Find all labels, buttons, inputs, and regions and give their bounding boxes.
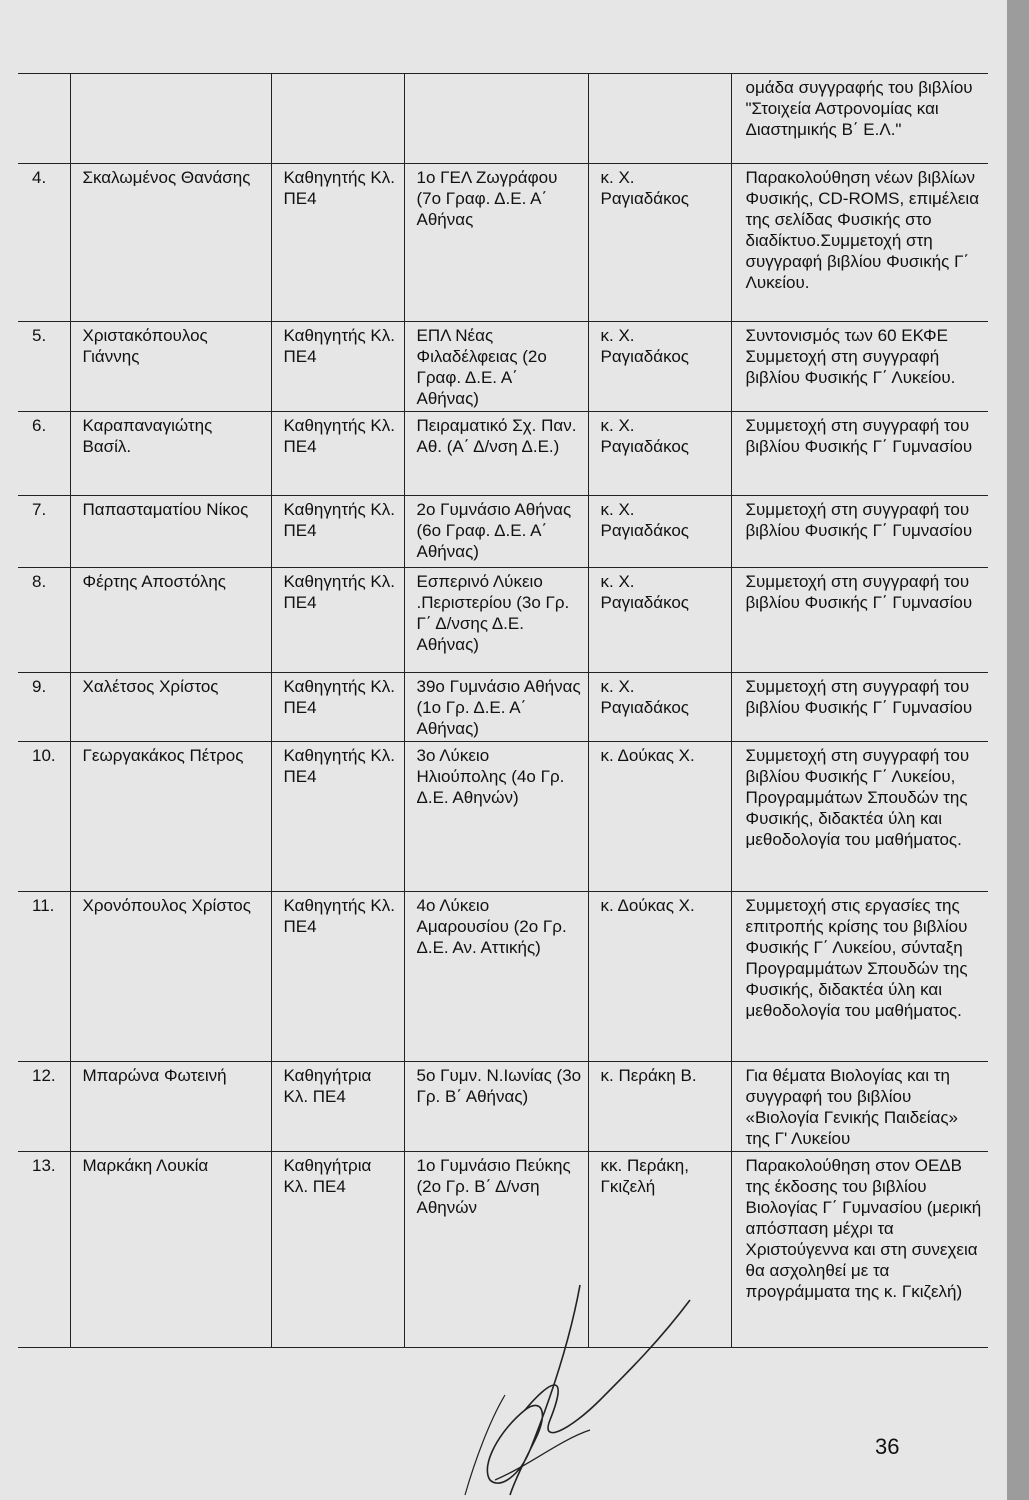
cell-task: Συμμετοχή στη συγγραφή του βιβλίου Φυσικής Γ΄ Γυμνασίου [731,568,988,673]
cell-school: 5ο Γυμν. Ν.Ιωνίας (3ο Γρ. Β΄ Αθήνας) [404,1062,588,1152]
cell-no: 12. [18,1062,70,1152]
cell-task: Συντονισμός των 60 ΕΚΦΕ Συμμετοχή στη συγγραφή βιβλίου Φυσικής Γ΄ Λυκείου. [731,322,988,412]
cell-supervisor: κ. Περάκη Β. [588,1062,731,1152]
cell-specialty: Καθηγητής Κλ. ΠΕ4 [271,496,404,568]
cell-supervisor: κ. Χ. Ραγιαδάκος [588,568,731,673]
cell-task: Για θέματα Βιολογίας και τη συγγραφή του βιβλίου «Βιολογία Γενικής Παιδείας» της Γ' Λυκείου [731,1062,988,1152]
table-row [18,892,988,1062]
cell-school: 39ο Γυμνάσιο Αθήνας (1ο Γρ. Δ.Ε. Α΄ Αθήνας) [404,673,588,742]
cell-school: 1ο Γυμνάσιο Πεύκης (2ο Γρ. Β΄ Δ/νση Αθηνών [404,1152,588,1348]
cell-specialty: Καθηγητής Κλ. ΠΕ4 [271,322,404,412]
cell-task: Συμμετοχή στη συγγραφή του βιβλίου Φυσικής Γ΄ Γυμνασίου [731,412,988,496]
cell-name: Παπασταματίου Νίκος [70,496,271,568]
cell-no: 6. [18,412,70,496]
cell-specialty [271,74,404,164]
cell-supervisor: κ. Χ. Ραγιαδάκος [588,673,731,742]
cell-name: Γεωργακάκος Πέτρος [70,742,271,892]
page-number: 36 [875,1434,900,1459]
cell-name: Φέρτης Αποστόλης [70,568,271,673]
cell-no: 11. [18,892,70,1062]
cell-specialty: Καθηγητής Κλ. ΠΕ4 [271,568,404,673]
cell-supervisor: κ. Δούκας Χ. [588,892,731,1062]
cell-school: ΕΠΛ Νέας Φιλαδέλφειας (2ο Γραφ. Δ.Ε. Α΄ Αθήνας) [404,322,588,412]
cell-no: 4. [18,164,70,322]
cell-name: Χαλέτσος Χρίστος [70,673,271,742]
cell-no: 5. [18,322,70,412]
page-edge [1007,0,1029,1500]
cell-name: Χριστακόπουλος Γιάννης [70,322,271,412]
cell-no: 10. [18,742,70,892]
cell-name: Μπαρώνα Φωτεινή [70,1062,271,1152]
table-row [18,742,988,892]
cell-name: Καραπαναγιώτης Βασίλ. [70,412,271,496]
cell-school: Πειραματικό Σχ. Παν. Αθ. (Α΄ Δ/νση Δ.Ε.) [404,412,588,496]
cell-name: Σκαλωμένος Θανάσης [70,164,271,322]
table-row [18,673,988,742]
cell-no [18,74,70,164]
cell-school: Εσπερινό Λύκειο .Περιστερίου (3ο Γρ. Γ΄ Δ/νσης Δ.Ε. Αθήνας) [404,568,588,673]
table-row [18,412,988,496]
cell-supervisor [588,74,731,164]
staff-table [18,73,988,1348]
table-row [18,568,988,673]
cell-school: 4ο Λύκειο Αμαρουσίου (2ο Γρ. Δ.Ε. Αν. Αττικής) [404,892,588,1062]
cell-supervisor: κ. Χ. Ραγιαδάκος [588,322,731,412]
table-row [18,164,988,322]
table-row [18,74,988,164]
table-row [18,496,988,568]
cell-task: Συμμετοχή στις εργασίες της επιτροπής κρίσης του βιβλίου Φυσικής Γ΄ Λυκείου, σύνταξη Προγραμμάτων Σπουδών της Φυσικής, διδακτέα ύλη και μεθοδολογία του μαθήματος. [731,892,988,1062]
cell-school: 3ο Λύκειο Ηλιούπολης (4ο Γρ. Δ.Ε. Αθηνών) [404,742,588,892]
cell-task: Συμμετοχή στη συγγραφή του βιβλίου Φυσικής Γ΄ Γυμνασίου [731,673,988,742]
cell-school: 2ο Γυμνάσιο Αθήνας (6ο Γραφ. Δ.Ε. Α΄ Αθήνας) [404,496,588,568]
cell-supervisor: κ. Δούκας Χ. [588,742,731,892]
cell-specialty: Καθηγητής Κλ. ΠΕ4 [271,892,404,1062]
cell-supervisor: κ. Χ. Ραγιαδάκος [588,412,731,496]
cell-name [70,74,271,164]
cell-no: 7. [18,496,70,568]
cell-name: Χρονόπουλος Χρίστος [70,892,271,1062]
cell-school [404,74,588,164]
cell-task: ομάδα συγγραφής του βιβλίου "Στοιχεία Αστρονομίας και Διαστημικής Β΄ Ε.Λ." [731,74,988,164]
table-row [18,1062,988,1152]
cell-school: 1ο ΓΕΛ Ζωγράφου (7ο Γραφ. Δ.Ε. Α΄ Αθήνας [404,164,588,322]
cell-no: 9. [18,673,70,742]
cell-specialty: Καθηγητής Κλ. ΠΕ4 [271,673,404,742]
cell-name: Μαρκάκη Λουκία [70,1152,271,1348]
cell-specialty: Καθηγητής Κλ. ΠΕ4 [271,164,404,322]
cell-specialty: Καθηγητής Κλ. ΠΕ4 [271,742,404,892]
cell-task: Συμμετοχή στη συγγραφή του βιβλίου Φυσικής Γ΄ Λυκείου, Προγραμμάτων Σπουδών της Φυσικής, διδακτέα ύλη και μεθοδολογία του μαθήματος. [731,742,988,892]
cell-no: 8. [18,568,70,673]
cell-task: Παρακολούθηση στον ΟΕΔΒ της έκδοσης του βιβλίου Βιολογίας Γ΄ Γυμνασίου (μερική απόσπαση μέχρι τα Χριστούγεννα και στη συνεχεια θα ασχοληθεί με τα προγράμματα της κ. Γκιζελή) [731,1152,988,1348]
cell-task: Παρακολούθηση νέων βιβλίων Φυσικής, CD-ROMS, επιμέλεια της σελίδας Φυσικής στο διαδίκτυο.Συμμετοχή στη συγγραφή βιβλίου Φυσικής Γ΄ Λυκείου. [731,164,988,322]
cell-specialty: Καθηγητής Κλ. ΠΕ4 [271,412,404,496]
signature [430,1280,730,1500]
table-row [18,322,988,412]
cell-no: 13. [18,1152,70,1348]
cell-supervisor: κ. Χ. Ραγιαδάκος [588,164,731,322]
cell-supervisor: κκ. Περάκη, Γκιζελή [588,1152,731,1348]
cell-specialty: Καθηγήτρια Κλ. ΠΕ4 [271,1062,404,1152]
cell-task: Συμμετοχή στη συγγραφή του βιβλίου Φυσικής Γ΄ Γυμνασίου [731,496,988,568]
cell-specialty: Καθηγήτρια Κλ. ΠΕ4 [271,1152,404,1348]
cell-supervisor: κ. Χ. Ραγιαδάκος [588,496,731,568]
